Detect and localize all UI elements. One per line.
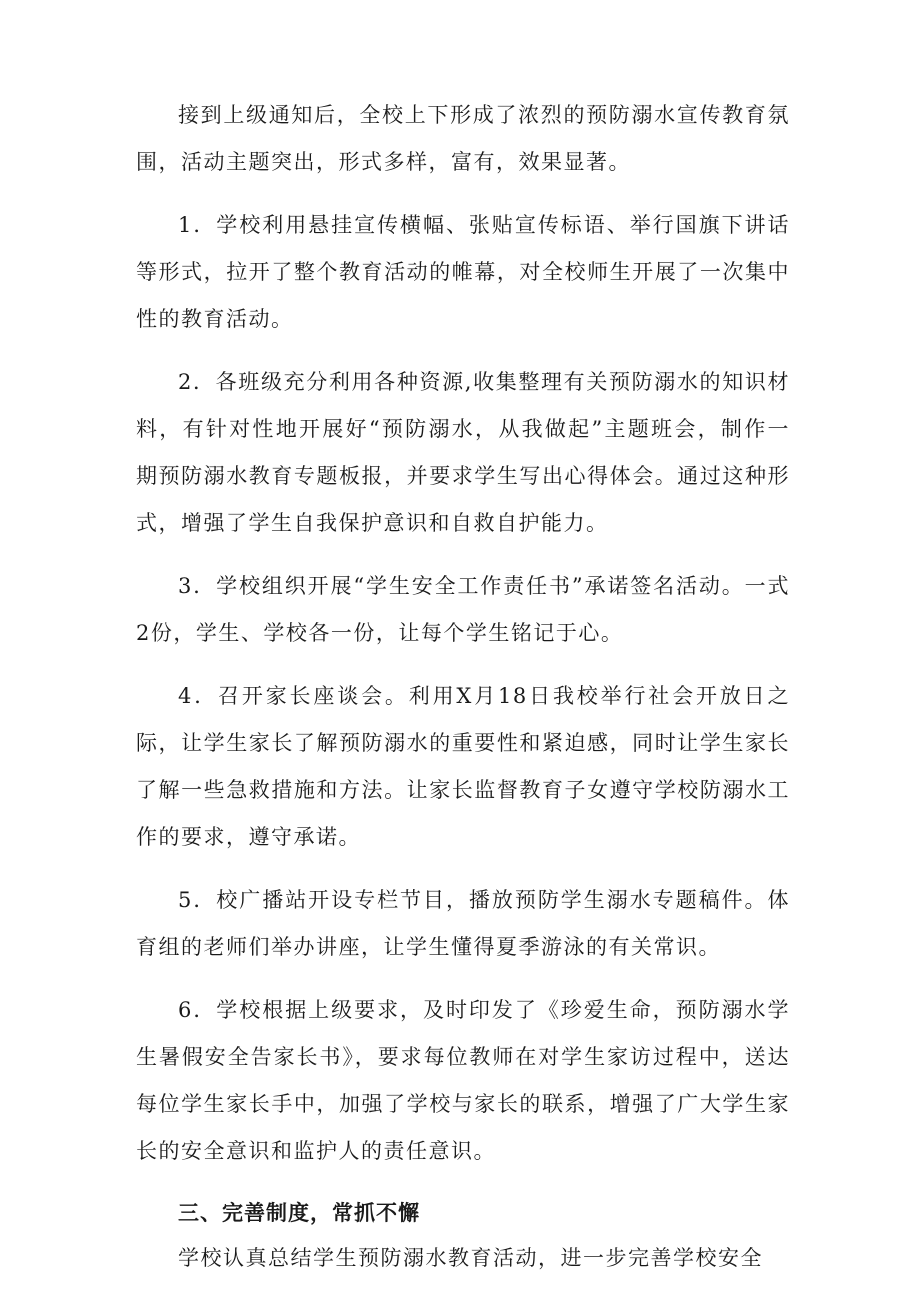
intro-paragraph: 接到上级通知后，全校上下形成了浓烈的预防溺水宣传教育氛围，活动主题突出，形式多样，富有，效果显著。 [136, 103, 790, 174]
final-paragraph: 学校认真总结学生预防溺水教育活动，进一步完善学校安全 [178, 1246, 763, 1270]
list-item-3-paragraph: 3．学校组织开展“学生安全工作责任书”承诺签名活动。一式2份，学生、学校各一份，让每个学生铭记于心。 [136, 574, 790, 645]
list-item-5-paragraph: 5．校广播站开设专栏节目，播放预防学生溺水专题稿件。体育组的老师们举办讲座，让学生懂得夏季游泳的有关常识。 [136, 888, 790, 959]
list-item-6-paragraph: 6．学校根据上级要求，及时印发了《珍爱生命，预防溺水学生暑假安全告家长书》，要求每位教师在对学生家访过程中，送达每位学生家长手中，加强了学校与家长的联系，增强了广大学生家长的安全意识和监护人的责任意识。 [136, 998, 790, 1163]
list-item-2-paragraph: 2．各班级充分利用各种资源,收集整理有关预防溺水的知识材料，有针对性地开展好“预防溺水，从我做起”主题班会，制作一期预防溺水教育专题板报，并要求学生写出心得体会。通过这种形式，增强了学生自我保护意识和自救自护能力。 [136, 370, 790, 535]
section-heading: 三、完善制度，常抓不懈 [178, 1201, 420, 1225]
list-item-1-paragraph: 1．学校利用悬挂宣传横幅、张贴宣传标语、举行国旗下讲话等形式，拉开了整个教育活动的帷幕，对全校师生开展了一次集中性的教育活动。 [136, 213, 790, 331]
list-item-4-paragraph: 4．召开家长座谈会。利用X月18日我校举行社会开放日之际，让学生家长了解预防溺水的重要性和紧迫感，同时让学生家长了解一些急救措施和方法。让家长监督教育子女遵守学校防溺水工作的要求，遵守承诺。 [136, 684, 790, 849]
